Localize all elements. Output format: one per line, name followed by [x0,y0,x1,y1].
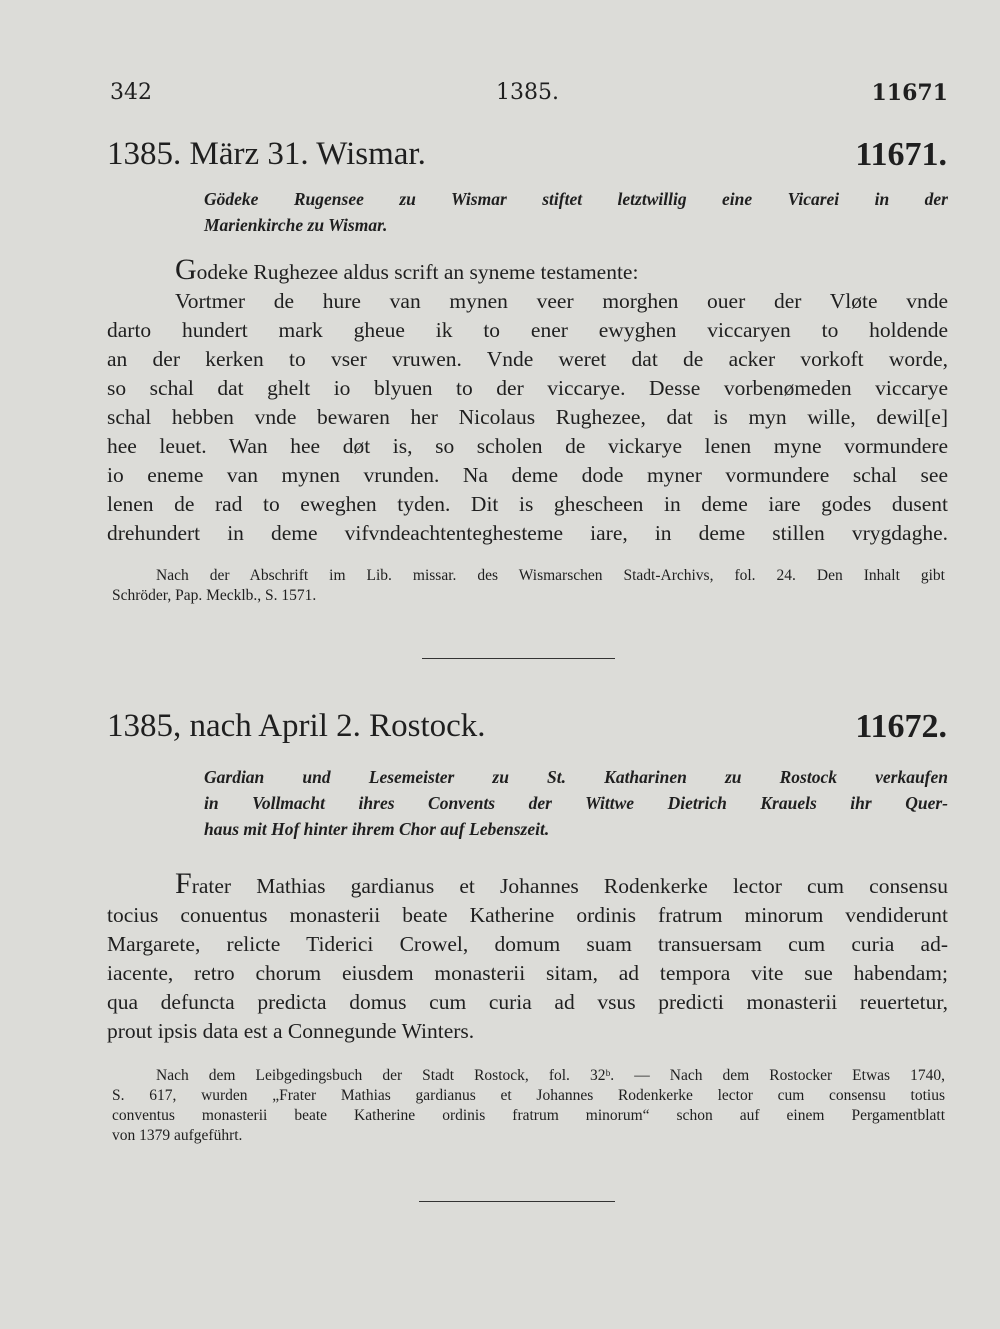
text-line: qua defuncta predicta domus cum curia ad vsus predicti monasterii reuertetur, [107,990,948,1014]
summary-line: haus mit Hof hinter ihrem Chor auf Lebenszeit. [204,819,550,839]
entry-text [107,867,948,1046]
text-line [107,867,948,901]
section-divider [422,658,615,659]
text-line: drehundert in deme vifvndeachtenteghesteme iare, in deme stillen vrygdaghe. [107,521,948,545]
note-line: Schröder, Pap. Mecklb., S. 1571. [112,587,317,604]
entry-number: 11671. [855,136,947,173]
entry-heading [107,136,947,180]
note-line: S. 617, wurden „Frater Mathias gardianus et Johannes Rodenkerke lector cum consensu totius [112,1087,945,1104]
text-line: lenen de rad to eweghen tyden. Dit is ghescheen in deme iare godes dusent [107,492,948,516]
section-divider [419,1201,615,1202]
text-line: iacente, retro chorum eiusdem monasterii sitam, ad tempora vite sue habendam; [107,961,948,985]
entry-number: 11672. [855,708,947,745]
text-line: so schal dat ghelt io blyuen to der viccarye. Desse vorbenømeden viccarye [107,376,948,400]
summary-line: Marienkirche zu Wismar. [204,215,388,235]
note-line: conventus monasterii beate Katherine ordinis fratrum minorum“ schon auf einem Pergamentblatt [112,1107,945,1124]
summary-line: in Vollmacht ihres Convents der Wittwe Dietrich Krauels ihr Quer- [204,793,948,813]
text-line: prout ipsis data est a Connegunde Winters. [107,1019,475,1043]
summary-line: Gödeke Rugensee zu Wismar stiftet letztwillig eine Vicarei in der [204,189,948,209]
text-line: Margarete, relicte Tiderici Crowel, domum suam transuersam cum curia ad- [107,932,948,956]
text-line: darto hundert mark gheue ik to ener ewyghen viccaryen to holdende [107,318,948,342]
text-line: tocius conuentus monasterii beate Katherine ordinis fratrum minorum vendiderunt [107,903,948,927]
initial-capital: F [175,867,192,900]
entry-summary [204,764,948,842]
header-entry-number: 11671 [871,80,948,106]
entry-summary [204,186,948,238]
note-line: Nach dem Leibgedingsbuch der Stadt Rostock, fol. 32ᵇ. — Nach dem Rostocker Etwas 1740, [156,1067,945,1084]
text-line: an der kerken to vser vruwen. Vnde weret dat de acker vorkoft worde, [107,347,948,371]
text-line: Vortmer de hure van mynen veer morghen ouer der Vløte vnde [175,289,948,313]
header-year: 1385. [496,80,559,105]
text-line-rest: odeke Rughezee aldus scrift an syneme testamente: [196,260,639,284]
note-line: Nach der Abschrift im Lib. missar. des Wismarschen Stadt-Archivs, fol. 24. Den Inhalt gibt [156,567,945,584]
page-number: 342 [110,80,152,105]
summary-line: Gardian und Lesemeister zu St. Katharinen zu Rostock verkaufen [204,767,948,787]
text-line: schal hebben vnde bewaren her Nicolaus Rughezee, dat is myn wille, dewil[e] [107,405,948,429]
entry-text [107,253,948,548]
text-line-rest: rater Mathias gardianus et Johannes Rodenkerke lector cum consensu [191,874,948,898]
entry-date: 1385, nach April 2. Rostock. [107,708,486,744]
initial-capital: G [175,253,197,286]
entry-heading [107,708,947,752]
text-line [107,253,948,287]
entry-date: 1385. März 31. Wismar. [107,136,426,172]
source-note [112,566,945,606]
source-note [112,1066,945,1146]
text-line: hee leuet. Wan hee døt is, so scholen de vickarye lenen myne vormundere [107,434,948,458]
text-line: io eneme van mynen vrunden. Na deme dode myner vormundere schal see [107,463,948,487]
running-header [110,80,948,110]
note-line: von 1379 aufgeführt. [112,1127,243,1144]
